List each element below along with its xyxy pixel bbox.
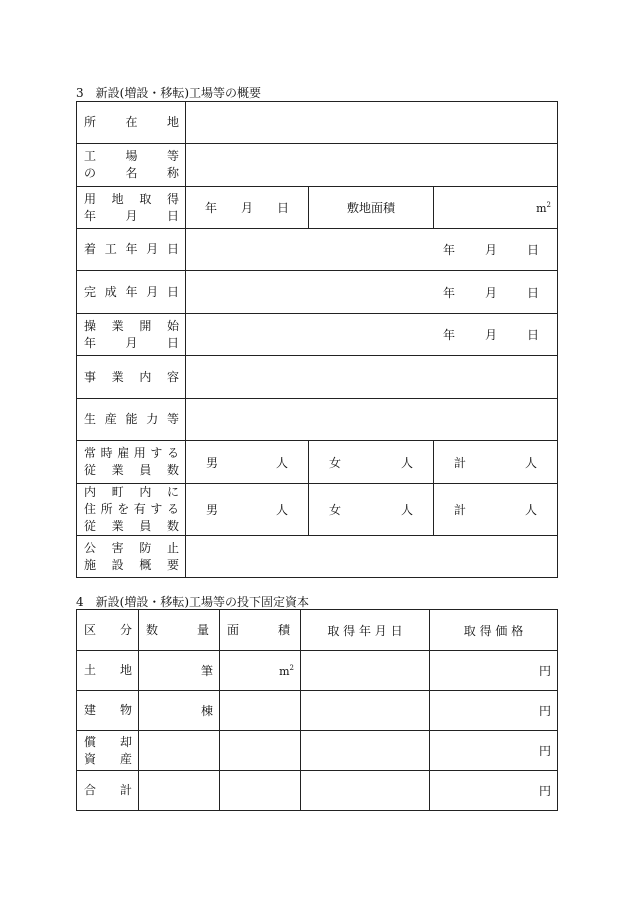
- local-employees-male-field[interactable]: 男 人: [186, 484, 309, 536]
- total-acquisition-date-field[interactable]: [301, 771, 430, 811]
- capacity-label: 生 産 能 力 等: [77, 399, 186, 441]
- depreciable-acquisition-date-field[interactable]: [301, 731, 430, 771]
- employees-label: 常 時 雇 用 す る 従 業 員 数: [77, 441, 186, 484]
- employees-male-field[interactable]: 男 人: [186, 441, 309, 484]
- factory-name-label: 工 場 等 の 名 称: [77, 144, 186, 187]
- building-area-field[interactable]: [220, 691, 301, 731]
- depreciable-area-field[interactable]: [220, 731, 301, 771]
- pollution-label: 公 害 防 止 施 設 概 要: [77, 536, 186, 578]
- factory-name-field[interactable]: [186, 144, 558, 187]
- header-acquisition-price: 取 得 価 格: [430, 610, 558, 651]
- header-area: 面 積: [220, 610, 301, 651]
- completion-field[interactable]: 年 月 日: [186, 271, 558, 314]
- land-acquisition-label: 用 地 取 得 年 月 日: [77, 187, 186, 229]
- local-employees-label: 内 町 内 に 住 所 を 有 す る 従 業 員 数: [77, 484, 186, 536]
- section4-title: 4 新設(増設・移転)工場等の投下固定資本: [76, 595, 309, 609]
- employees-female-field[interactable]: 女 人: [309, 441, 434, 484]
- header-category: 区 分: [77, 610, 139, 651]
- employees-total-field[interactable]: 計 人: [434, 441, 558, 484]
- local-employees-total-field[interactable]: 計 人: [434, 484, 558, 536]
- land-price-field[interactable]: 円: [430, 651, 558, 691]
- header-quantity: 数 量: [139, 610, 220, 651]
- local-employees-female-field[interactable]: 女 人: [309, 484, 434, 536]
- site-area-unit: m: [536, 201, 547, 215]
- fixed-capital-table: [76, 609, 558, 811]
- depreciable-price-field[interactable]: 円: [430, 731, 558, 771]
- business-label: 事 業 内 容: [77, 356, 186, 399]
- building-label: 建 物: [77, 691, 139, 731]
- total-area-field[interactable]: [220, 771, 301, 811]
- business-field[interactable]: [186, 356, 558, 399]
- land-acquisition-date-field[interactable]: 年 月 日: [186, 187, 309, 229]
- total-price-field[interactable]: 円: [430, 771, 558, 811]
- completion-label: 完 成 年 月 日: [77, 271, 186, 314]
- construction-start-label: 着 工 年 月 日: [77, 229, 186, 271]
- construction-start-field[interactable]: 年 月 日: [186, 229, 558, 271]
- total-quantity-field[interactable]: [139, 771, 220, 811]
- land-quantity-field[interactable]: 筆: [139, 651, 220, 691]
- location-label: 所 在 地: [77, 102, 186, 144]
- location-field[interactable]: [186, 102, 558, 144]
- header-acquisition-date: 取 得 年 月 日: [301, 610, 430, 651]
- capacity-field[interactable]: [186, 399, 558, 441]
- land-label: 土 地: [77, 651, 139, 691]
- operation-start-field[interactable]: 年 月 日: [186, 314, 558, 356]
- section3-title: 3 新設(増設・移転)工場等の概要: [76, 86, 261, 100]
- operation-start-label: 操 業 開 始 年 月 日: [77, 314, 186, 356]
- site-area-label: 敷地面積: [309, 187, 434, 229]
- depreciable-quantity-field[interactable]: [139, 731, 220, 771]
- depreciable-assets-label: 償 却 資 産: [77, 731, 139, 771]
- pollution-field[interactable]: [186, 536, 558, 578]
- factory-overview-table: [76, 101, 558, 578]
- building-quantity-field[interactable]: 棟: [139, 691, 220, 731]
- land-acquisition-date-field[interactable]: [301, 651, 430, 691]
- total-label: 合 計: [77, 771, 139, 811]
- building-acquisition-date-field[interactable]: [301, 691, 430, 731]
- land-area-field[interactable]: $m^2$: [220, 651, 301, 691]
- site-area-field[interactable]: $m^2$: [434, 187, 558, 229]
- building-price-field[interactable]: 円: [430, 691, 558, 731]
